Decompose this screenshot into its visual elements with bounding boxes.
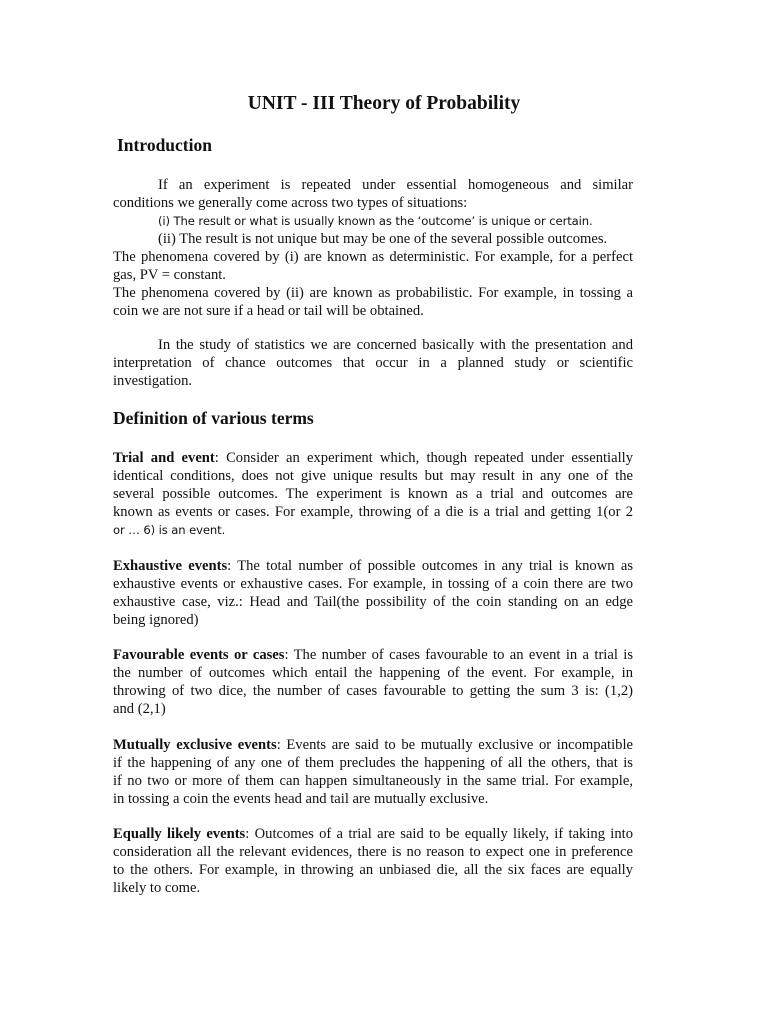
definition-line: if the happening of any one of them precludes the happening of all the others, that is xyxy=(113,755,633,772)
definition-text: : Outcomes of a trial are said to be equally likely, if taking into xyxy=(245,826,633,842)
deterministic-paragraph-line: gas, PV = constant. xyxy=(113,267,226,284)
definition-line: exhaustive case, viz.: Head and Tail(the possibility of the coin standing on an edge xyxy=(113,594,633,611)
definition-line: and (2,1) xyxy=(113,701,166,718)
statistics-paragraph xyxy=(113,336,633,390)
definition-line: in tossing a coin the events head and tail are mutually exclusive. xyxy=(113,791,489,808)
definition-mutually-exclusive-events xyxy=(113,736,633,808)
definition-line: being ignored) xyxy=(113,612,199,629)
definition-line: several possible outcomes. The experiment is known as a trial and outcomes are xyxy=(113,486,633,503)
definition-text: : The total number of possible outcomes in any trial is known as xyxy=(227,558,633,574)
definitions-heading: Definition of various terms xyxy=(113,408,314,428)
definition-line: exhaustive events or exhaustive cases. For example, in tossing of a coin there are two xyxy=(113,576,633,593)
situation-item-ii: (ii) The result is not unique but may be one of the several possible outcomes. xyxy=(158,231,608,248)
statistics-paragraph-line: investigation. xyxy=(113,373,193,390)
definition-text: : Events are said to be mutually exclusive or incompatible xyxy=(276,737,633,753)
probabilistic-paragraph-line: coin we are not sure if a head or tail will be obtained. xyxy=(113,303,424,320)
intro-paragraph-line: conditions we generally come across two types of situations: xyxy=(113,195,468,212)
definition-text: : Consider an experiment which, though repeated under essentially xyxy=(214,450,633,466)
statistics-paragraph-line: interpretation of chance outcomes that occur in a planned study or scientific xyxy=(113,355,633,372)
definition-line: to the others. For example, in throwing an unbiased die, all the six faces are equally xyxy=(113,862,633,879)
definition-line: consideration all the relevant evidences, there is no reason to expect one in preference xyxy=(113,844,633,861)
definition-line: known as events or cases. For example, throwing of a die is a trial and getting 1(or 2 xyxy=(113,504,633,521)
definition-term: Favourable events or cases xyxy=(113,647,285,663)
definition-line: or … 6) is an event. xyxy=(113,523,226,538)
definition-equally-likely-events xyxy=(113,825,633,897)
definition-text: : The number of cases favourable to an event in a trial is xyxy=(284,647,633,663)
definition-line: if no two or more of them can happen simultaneously in the same trial. For example, xyxy=(113,773,633,790)
document-title: UNIT - III Theory of Probability xyxy=(247,93,521,114)
statistics-paragraph-line: In the study of statistics we are concerned basically with the presentation and xyxy=(158,337,633,353)
situation-item-i: (i) The result or what is usually known as the ‘outcome’ is unique or certain. xyxy=(158,214,593,229)
definition-line: likely to come. xyxy=(113,880,201,897)
definition-line: identical conditions, does not give unique results but may result in any one of the xyxy=(113,468,633,485)
definition-line: the number of outcomes which entail the happening of the event. For example, in xyxy=(113,665,633,682)
definition-term: Equally likely events xyxy=(113,826,246,842)
definition-trial-and-event xyxy=(113,449,633,539)
introduction-heading: Introduction xyxy=(117,135,212,155)
intro-paragraph-line: If an experiment is repeated under essential homogeneous and similar xyxy=(158,177,633,193)
introduction-section xyxy=(113,176,633,320)
definition-line: throwing of two dice, the number of cases favourable to getting the sum 3 is: (1,2) xyxy=(113,683,633,700)
definition-favourable-events xyxy=(113,646,633,718)
deterministic-paragraph-line: The phenomena covered by (i) are known as deterministic. For example, for a perfect xyxy=(113,249,633,266)
probabilistic-paragraph-line: The phenomena covered by (ii) are known as probabilistic. For example, in tossing a xyxy=(113,285,633,302)
definition-term: Trial and event xyxy=(113,450,215,466)
definition-exhaustive-events xyxy=(113,557,633,629)
definition-term: Exhaustive events xyxy=(113,558,228,574)
definition-term: Mutually exclusive events xyxy=(113,737,277,753)
